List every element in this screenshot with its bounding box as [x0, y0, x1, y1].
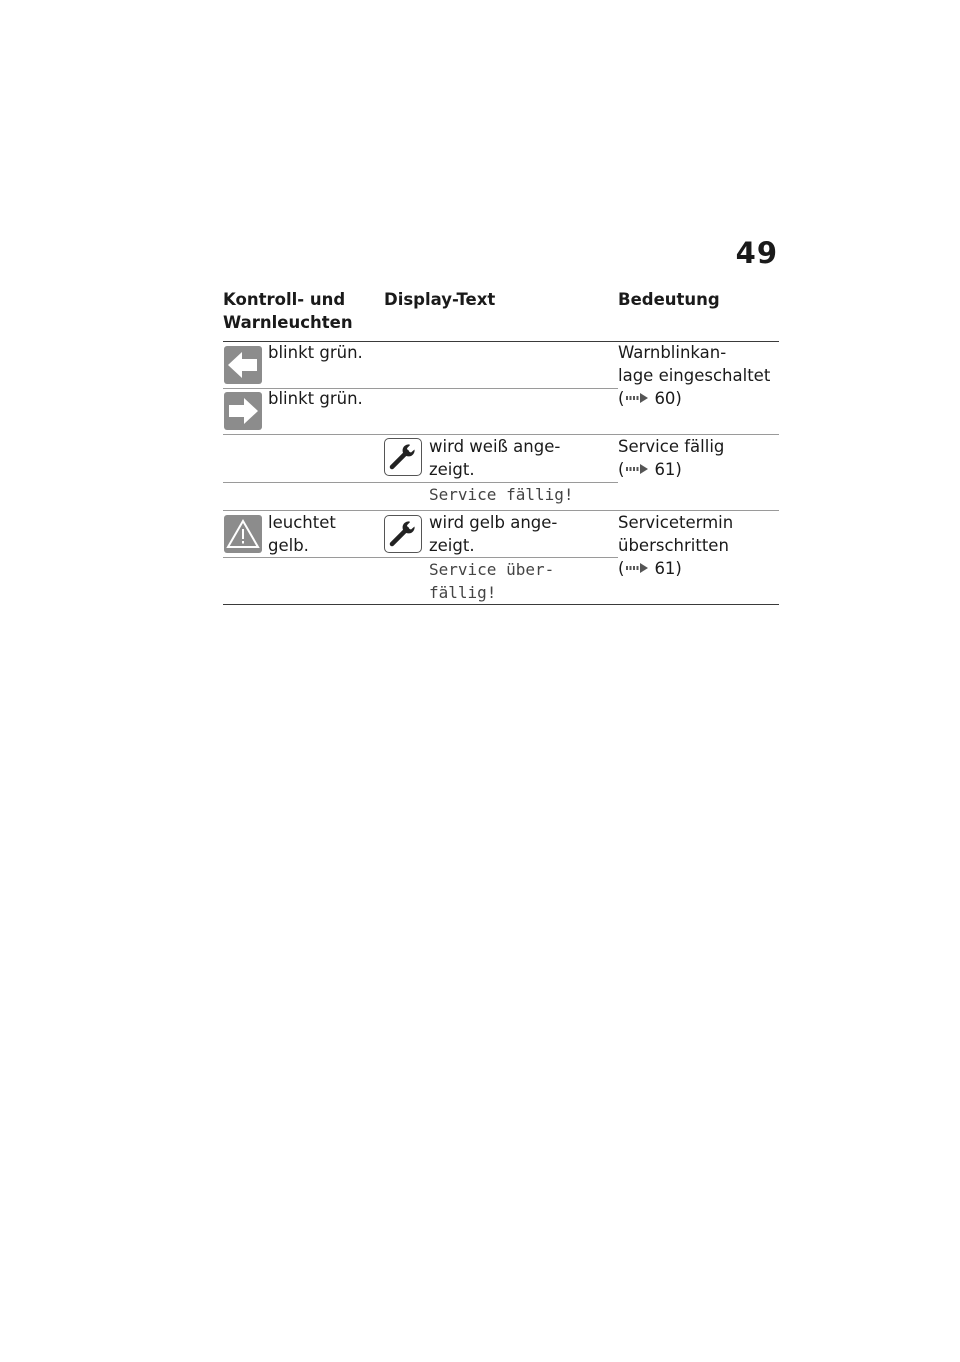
row1-indicator-text: blinkt grün. [268, 343, 363, 362]
meaning-line: Warnblinkan- [618, 343, 727, 362]
reference-arrow-icon [626, 562, 652, 574]
meaning-line: lage eingeschaltet [618, 366, 771, 385]
meaning-line: Service fällig [618, 437, 725, 456]
header-display-text: Display-Text [384, 290, 496, 309]
meaning-reference: ( 61) [618, 460, 682, 479]
table-bottom-rule [223, 604, 779, 605]
warning-triangle-icon [224, 515, 262, 553]
wrench-icon [384, 438, 422, 476]
turn-right-arrow-icon [224, 392, 262, 430]
header-indicators-line1: Kontroll- und [223, 290, 346, 309]
row3-display-text: Service fällig! [429, 485, 574, 504]
row4-indicator-text [268, 511, 336, 557]
wrench-icon [384, 515, 422, 553]
indicator-line: gelb. [268, 536, 309, 555]
reference-page: 61) [654, 460, 682, 479]
header-meaning: Bedeutung [618, 290, 720, 309]
reference-arrow-icon [626, 392, 652, 404]
display-text-line: fällig! [429, 583, 497, 602]
meaning-reference: ( 61) [618, 559, 682, 578]
display-line: wird gelb ange- [429, 513, 558, 532]
header-indicators [223, 288, 373, 334]
row4-display-text [429, 558, 554, 604]
reference-page: 61) [654, 559, 682, 578]
row4-rule [223, 557, 618, 558]
meaning-reference: ( 60) [618, 389, 682, 408]
table-header [223, 288, 779, 341]
row2-meaning [618, 341, 778, 410]
display-text-line: Service über- [429, 560, 555, 579]
display-line: zeigt. [429, 460, 475, 479]
row2-indicator-text: blinkt grün. [268, 389, 363, 408]
reference-arrow-icon [626, 463, 652, 475]
row3-display [429, 435, 560, 481]
header-indicators-line2: Warnleuchten [223, 313, 353, 332]
turn-left-arrow-icon [224, 346, 262, 384]
meaning-line: überschritten [618, 536, 729, 555]
row3-meaning [618, 435, 778, 481]
page-number: 49 [735, 236, 778, 270]
row4-meaning [618, 511, 778, 580]
reference-page: 60) [654, 389, 682, 408]
indicator-line: leuchtet [268, 513, 336, 532]
display-line: wird weiß ange- [429, 437, 561, 456]
row4-display [429, 511, 557, 557]
meaning-line: Servicetermin [618, 513, 734, 532]
display-line: zeigt. [429, 536, 475, 555]
